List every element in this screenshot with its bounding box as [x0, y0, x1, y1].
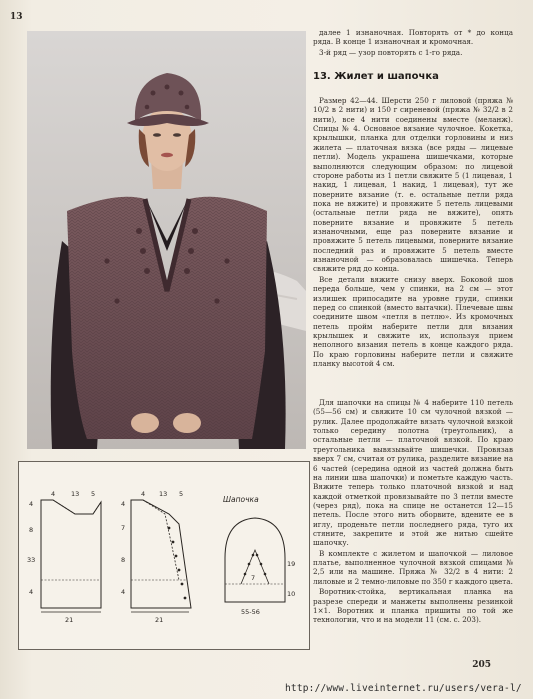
back-side-label-4: 4 [29, 588, 34, 596]
intro-line-2: 3-й ряд — узор повторять с 1-го ряда. [319, 47, 463, 57]
front-piece-diagram [121, 490, 191, 624]
front-side-label-3: 8 [121, 556, 126, 564]
pattern-diagrams [18, 461, 310, 650]
article-heading: 13. Жилет и шапочка [313, 71, 439, 82]
cap-label-1: 7 [251, 574, 256, 582]
model-illustration [27, 31, 306, 449]
front-top-label-1: 4 [141, 490, 146, 498]
cap-diagram [223, 495, 295, 616]
cap-label-2: 10 [287, 590, 296, 598]
back-bottom-label: 21 [65, 616, 74, 624]
model-photo [27, 31, 306, 449]
back-piece-diagram [27, 490, 101, 624]
source-watermark: http://www.liveinternet.ru/users/vera-l/ [285, 683, 522, 694]
front-side-label-2: 7 [121, 524, 126, 532]
back-side-label-1: 4 [29, 500, 34, 508]
back-top-label-1: 4 [51, 490, 56, 498]
paragraph-1: Размер 42—44. Шерсти 250 г лиловой (пряжа № 10/2 в 2 нити) и 150 г сиреневой (пряжа № 32/2 в 2 нити), все 4 нити соединены вместе (меланж). Спицы № 4. Основное вязание чулочное. Кокетка, крылышки, планка для отделки горловины и низ жилета — платочная вязка (все ряды — лицевые петли). Модель украшена шишечками, которые выполняются следующим образом: по лицевой стороне работы из 1 петли свяжите 5 (1 лицевая, 1 накид, 1 лицевая, 1 накид, 1 лицевая), тут же поверните вязание (т. е. остальные петли ряда пока не вяжите) и провяжите 5 петель лицевыми (остальные петли ряда не вяжите), опять поверните вязание и провяжите 5 петель изнаночными, еще раз поверните вязание и провяжите 5 петель лицевыми, поверните вязание последний раз и провяжите 5 петель вместе изнаночной — образовалась шишечка. Теперь свяжите ряд до конца. [313, 96, 513, 274]
intro-line-1: далее 1 изнаночная. Повторять от * до конца ряда. В конце 1 изнаночная и кромочная. [313, 28, 513, 47]
page-number-bottom: 205 [472, 660, 491, 670]
paragraph-4: В комплекте с жилетом и шапочкой — лиловое платье, выполненное чулочной вязкой спицами № 2,5 или на машине. Пряжа № 32/2 в 4 нити: 2 лиловые и 2 темно-лиловые по 350 г каждого цвета. [313, 548, 513, 586]
front-top-label-2: 13 [159, 490, 168, 498]
paragraph-2: Все детали вяжите снизу вверх. Боковой шов переда больше, чем у спинки, на 2 см — этот излишек припосадите на уровне груди, спинки перед со спинкой (вместо вытачки). Плечевые швы соедините швом «петля в петлю». Из кромочных петель пройм наберите петли для вязания крылышек и свяжите их, используя прием неполного вязания петель в конце каждого ряда. По краю горловины наберите петли и свяжите планку высотой 4 см. [313, 274, 513, 369]
article-body-2 [313, 398, 513, 626]
front-top-label-3: 5 [179, 490, 184, 498]
back-top-label-3: 5 [91, 490, 96, 498]
cap-bottom-label: 55-56 [241, 608, 260, 616]
paragraph-5: Воротник-стойка, вертикальная планка на разрезе спереди и манжеты выполнены резинкой 1×1. Воротник и планка пришиты по той же технологии, что и на модели 11 (см. с. 203). [313, 587, 513, 625]
front-side-label-1: 4 [121, 500, 126, 508]
front-bottom-label: 21 [155, 616, 164, 624]
cap-label: Шапочка [223, 495, 259, 504]
pattern-schematic [19, 462, 309, 649]
page-number-top: 13 [10, 12, 23, 22]
cap-label-3: 19 [287, 560, 296, 568]
paragraph-3: Для шапочки на спицы № 4 наберите 110 петель (55—56 см) и свяжите 10 см чулочной вязкой — рулик. Далее продолжайте вязать чулочной вязкой только середину полотна (треугольник), а остальные петли — платочной вязкой. По краю треугольника вывязывайте шишечки. Провязав вверх 7 см, считая от рулика, разделите вязание на 6 частей (середина одной из частей должна быть на линии шва шапочки) и пометьте каждую часть. Вяжите теперь только платочной вязкой и над каждой отметкой провязывайте по 3 петли вместе (через ряд), пока на спице не останется 12—15 петель. После этого нить оборвите, вдените ее в иглу, проденьте петли последнего ряда, туго их стяните, закрепите и этой же нитью сшейте шапочку. [313, 398, 513, 548]
back-side-label-2: 8 [29, 526, 34, 534]
front-side-label-4: 4 [121, 588, 126, 596]
back-top-label-2: 13 [71, 490, 80, 498]
back-side-label-3: 33 [27, 556, 36, 564]
article-body-1 [313, 96, 513, 369]
intro-text [313, 28, 513, 58]
